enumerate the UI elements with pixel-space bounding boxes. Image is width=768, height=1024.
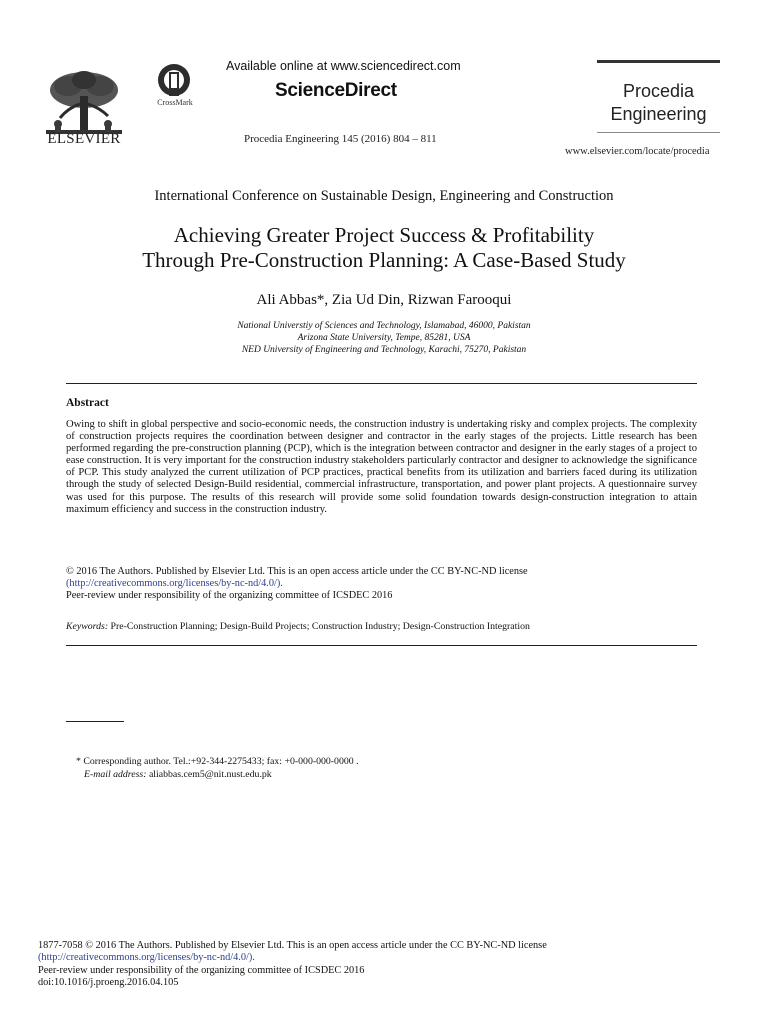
paper-title-line1: Achieving Greater Project Success & Profitability [173,223,595,247]
email-address[interactable]: aliabbas.cem5@nit.nust.edu.pk [146,769,272,780]
copyright-notice [66,566,697,602]
license-link[interactable]: (http://creativecommons.org/licenses/by-nc-nd/4.0/). [66,578,283,589]
affiliation-3: NED University of Engineering and Technology, Karachi, 75270, Pakistan [241,345,527,355]
journal-title-line2: Engineering [610,104,707,124]
paper-title [0,223,768,273]
publisher-name: ELSEVIER [47,131,121,147]
journal-url-link[interactable]: www.elsevier.com/locate/procedia [565,146,710,157]
sciencedirect-logo-text[interactable]: ScienceDirect [275,80,397,101]
keywords [66,621,706,632]
journal-title-rule [597,132,720,133]
journal-title-line1: Procedia [622,81,695,101]
author-list: Ali Abbas*, Zia Ud Din, Rizwan Farooqui [256,292,512,308]
keywords-label: Keywords: [66,621,109,632]
footer-license-link[interactable]: (http://creativecommons.org/licenses/by-nc-nd/4.0/). [38,952,255,964]
footer-doi[interactable]: doi:10.1016/j.proeng.2016.04.105 [38,976,179,988]
affiliations [0,320,768,356]
journal-reference: Procedia Engineering 145 (2016) 804 – 811 [244,133,437,145]
paper-title-line2: Through Pre-Construction Planning: A Case-Based Study [142,248,626,272]
abstract-bottom-rule [66,645,697,646]
footnote-rule [66,721,124,722]
footer-peer-review: Peer-review under responsibility of the organizing committee of ICSDEC 2016 [38,964,365,976]
page-footer [38,940,738,989]
keywords-text: Pre-Construction Planning; Design-Build Projects; Construction Industry; Design-Construction Integration [108,621,530,632]
conference-name: International Conference on Sustainable Design, Engineering and Construction [154,188,614,204]
abstract-top-rule [66,383,697,384]
abstract-body: Owing to shift in global perspective and socio-economic needs, the construction industry is undertaking risky and complex projects. The complexity of construction projects requires the coordination between designer and contractor in the early stages of the projects. Little research has been performed regarding the pre-construction planning (PCP), which is the integration between contractor and designer in the early stages of a project to ease construction. It is very important for the construction industry stakeholders particularly contractor and designer to acknowledge the significance of PCP. This study analyzed the current utilization of PCP practices, practical benefits from its utilization and barriers faced during its utilization through the study of selected Design-Build residential, commercial infrastructure, transportation, and power plant projects. A questionnaire survey was used for this purpose. The results of this research will provide some solid foundation towards design-construction integration to attain maximum efficiency and success in the construction industry. [66,419,698,515]
email-label: E-mail address: [84,769,147,780]
journal-title [597,80,720,126]
available-online-text: Available online at www.sciencedirect.com [226,59,461,73]
footer-issn-line: 1877-7058 © 2016 The Authors. Published by Elsevier Ltd. This is an open access article under the CC BY-NC-ND license [38,940,547,951]
copyright-line: © 2016 The Authors. Published by Elsevier Ltd. This is an open access article under the CC BY-NC-ND license [66,566,528,577]
crossmark-label: CrossMark [157,98,193,107]
footnote [76,755,359,781]
corresponding-author: * Corresponding author. Tel.:+92-344-2275433; fax: +0-000-000-0000 . [76,756,359,767]
email-line [76,768,359,781]
affiliation-1: National Universtiy of Sciences and Technology, Islamabad, 46000, Pakistan [237,321,531,331]
affiliation-2: Arizona State University, Tempe, 85281, USA [297,333,471,343]
abstract-heading: Abstract [66,397,109,409]
peer-review-line: Peer-review under responsibility of the organizing committee of ICSDEC 2016 [66,590,393,601]
